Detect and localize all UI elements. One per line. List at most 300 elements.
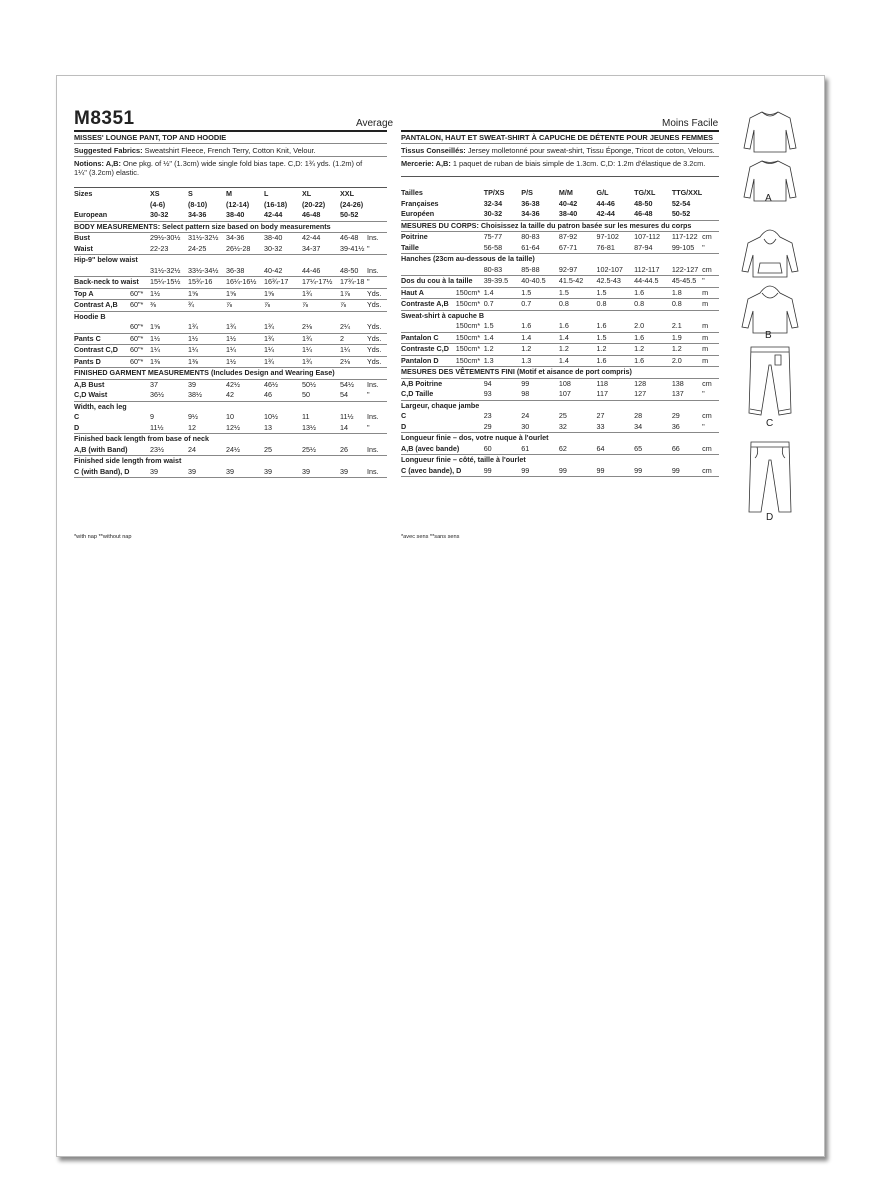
view-a-sketches [740, 108, 800, 203]
view-c-sketch [745, 345, 795, 420]
table-row [401, 220, 719, 232]
cell: 97-102 [596, 232, 619, 241]
table-row [401, 199, 719, 210]
table-row [74, 255, 387, 266]
size-cell: (24-26) [340, 199, 364, 209]
view-a-label: A [765, 193, 772, 204]
cell: 1¾ [188, 322, 226, 333]
nap-footnote-en: *with nap **without nap [74, 534, 132, 540]
row-label: C (avec bande), D [401, 466, 484, 477]
fabric-width: 60"* [130, 356, 150, 368]
row-label: Waist [74, 244, 130, 255]
row-label: A,B Poitrine [401, 378, 443, 388]
table-row [401, 355, 719, 367]
divider [401, 176, 719, 177]
cell: 40-42 [558, 198, 578, 208]
unit: Ins. [367, 233, 379, 242]
cell: 1⅝ [150, 322, 188, 333]
divider [74, 143, 387, 144]
notions-text: One pkg. of ½" (1.3cm) wide single fold bias tape. C,D: 1¾ yds. (1.2m) of 1¼" (3.2cm) elastic. [74, 159, 363, 177]
fabrics-label: Suggested Fabrics: [74, 146, 143, 155]
cell: 34 [634, 422, 672, 433]
notions-line [74, 159, 374, 177]
unit: " [702, 243, 719, 254]
view-d-label: D [766, 512, 774, 523]
cell: 0.8 [559, 299, 597, 311]
cell: 99 [559, 466, 597, 477]
pants-c-icon [745, 345, 795, 420]
row-label: D [74, 423, 130, 434]
cell: 46-48 [302, 210, 340, 221]
cell: 1.2 [521, 344, 559, 356]
divider [401, 143, 719, 144]
cell: 1¾ [264, 322, 302, 333]
cell: 66 [672, 444, 702, 455]
fabrics-line [74, 146, 387, 155]
row-label: C,D Waist [74, 390, 130, 401]
table-row [401, 232, 719, 243]
unit: " [367, 244, 387, 255]
cell: 15¾-16 [188, 277, 226, 289]
table-row [401, 433, 719, 444]
unit: Yds. [367, 333, 387, 345]
unit: Yds. [367, 345, 387, 357]
unit: Yds. [367, 300, 387, 312]
cell: 0.7 [484, 299, 522, 311]
unit: cm [702, 466, 719, 477]
table-row [401, 265, 719, 276]
cell: 1⅝ [226, 288, 264, 300]
cell: 65 [634, 444, 672, 455]
french-title: PANTALON, HAUT ET SWEAT-SHIRT À CAPUCHE DE DÉTENTE POUR JEUNES FEMMES [401, 133, 714, 142]
section-title: MESURES DU CORPS: Choisissez la taille du patron basée sur les mesures du corps [401, 220, 719, 232]
cell: 30 [521, 422, 559, 433]
cell: 1¾ [226, 322, 264, 333]
row-label: C (with Band), D [74, 467, 150, 478]
row-label: A,B Bust [74, 379, 105, 389]
cell: 85-88 [521, 265, 559, 276]
cell: 112-117 [634, 265, 672, 276]
unit: m [702, 355, 719, 367]
row-label: Longueur finie – côté, taille à l'ourlet [401, 455, 526, 464]
fabric-width: 150cm* [456, 355, 484, 367]
cell: 1.4 [484, 332, 522, 344]
table-row [74, 434, 387, 445]
cell: 23 [483, 411, 492, 420]
cell: ⅞ [302, 300, 340, 312]
cell: 39-39.5 [484, 276, 522, 288]
cell: 2.1 [672, 321, 702, 332]
cell: 1¾ [302, 288, 340, 300]
notions-line-fr [401, 159, 719, 168]
row-label: Poitrine [401, 232, 428, 241]
cell: 1⅜ [188, 356, 226, 368]
cell: 80-83 [484, 265, 522, 276]
cell: 1.8 [672, 287, 702, 299]
row-label: Largeur, chaque jambe [401, 400, 480, 410]
row-label: Contrast A,B [74, 300, 130, 312]
unit: m [702, 332, 719, 344]
cell: 1¾ [264, 356, 302, 368]
table-row [74, 390, 387, 401]
cell: 0.8 [597, 299, 635, 311]
unit: " [702, 422, 719, 433]
cell: 17¾-18 [340, 277, 367, 289]
table-row [401, 378, 719, 389]
top-a-front-icon [740, 108, 800, 203]
cell: 17¼-17½ [302, 277, 340, 289]
table-row [401, 344, 719, 356]
cell: 2.0 [672, 355, 702, 367]
hoodie-b-icon [740, 225, 800, 335]
cell: 99 [521, 466, 559, 477]
unit: cm [702, 444, 719, 455]
fabrics-label: Tissus Conseillés: [401, 146, 466, 155]
table-row [74, 456, 387, 467]
row-label: Longueur finie – dos, votre nuque à l'ourlet [401, 433, 549, 442]
cell: 28 [634, 411, 643, 420]
cell: 1.4 [521, 332, 559, 344]
cell: 75-77 [483, 232, 503, 241]
size-cell: XXL [340, 189, 354, 198]
cell: 99 [521, 378, 530, 388]
cell: 1¾ [302, 333, 340, 345]
cell: 60 [484, 444, 522, 455]
table-row [74, 401, 387, 412]
cell: 94 [483, 378, 492, 388]
fabric-width: 150cm* [456, 287, 484, 299]
cell: 26½-28 [226, 244, 264, 255]
cell: ⅞ [340, 300, 367, 312]
pattern-number: M8351 [74, 108, 135, 129]
size-cell: TG/XL [634, 188, 656, 197]
size-cell: G/L [596, 188, 609, 197]
row-label: Back-neck to waist [74, 277, 150, 289]
cell: 39 [302, 467, 340, 478]
cell: 40-42 [264, 266, 302, 277]
cell: 38-40 [559, 209, 597, 220]
cell: 36-38 [226, 266, 264, 277]
cell: 42.5-43 [597, 276, 635, 288]
row-label: Sweat-shirt à capuche B [401, 310, 485, 320]
cell: 14 [340, 423, 367, 434]
cell: 46½ [264, 379, 278, 389]
cell: 32 [559, 422, 597, 433]
cell: 29 [484, 422, 522, 433]
cell: 42½ [226, 379, 240, 389]
divider [74, 130, 387, 132]
row-label: A,B (with Band) [74, 445, 150, 456]
cell: 1¼ [226, 345, 264, 357]
row-label: Haut A [401, 287, 456, 299]
table-row [401, 299, 719, 311]
cell: 1.5 [597, 287, 635, 299]
cell: 39 [188, 379, 196, 389]
row-label: Sizes [74, 189, 93, 198]
unit: " [367, 277, 387, 289]
size-cell: (8-10) [188, 199, 208, 209]
cell: ⅞ [226, 300, 264, 312]
cell: 29½-30½ [150, 233, 181, 242]
row-label: Bust [74, 233, 90, 242]
cell: 54 [340, 390, 367, 401]
cell: 29 [671, 411, 680, 420]
size-cell: XS [150, 189, 160, 198]
size-cell: (16-18) [264, 199, 288, 209]
cell: 0.8 [672, 299, 702, 311]
cell: 40-40.5 [521, 276, 559, 288]
table-row [74, 233, 387, 244]
section-title: BODY MEASUREMENTS: Select pattern size based on body measurements [74, 221, 387, 233]
table-row [401, 321, 719, 332]
table-row [74, 345, 387, 357]
table-row [401, 310, 719, 321]
cell: 16¼-16½ [226, 277, 264, 289]
fabrics-text: Sweatshirt Fleece, French Terry, Cotton Knit, Velour. [142, 146, 316, 155]
cell: 1½ [226, 333, 264, 345]
cell: 87-94 [634, 243, 672, 254]
cell: 42 [226, 390, 264, 401]
cell: 39 [340, 467, 367, 478]
cell: 39 [150, 467, 188, 478]
cell: 1⅞ [340, 288, 367, 300]
cell: ⅞ [264, 300, 302, 312]
notions-label: Notions: A,B: [74, 159, 121, 168]
table-row [401, 332, 719, 344]
cell: 34-36 [188, 210, 226, 221]
cell: 11 [302, 412, 310, 421]
table-row [401, 422, 719, 433]
cell: 56-58 [484, 243, 522, 254]
divider [74, 156, 387, 157]
cell: 38-40 [226, 210, 264, 221]
table-row [401, 389, 719, 400]
cell: 1.4 [559, 355, 597, 367]
table-row [74, 189, 387, 200]
cell: 36½ [150, 390, 188, 401]
cell: 12½ [226, 423, 264, 434]
row-label: C [74, 412, 80, 421]
cell: 2⅛ [340, 356, 367, 368]
fabric-width: 150cm* [456, 344, 484, 356]
cell: 37 [150, 379, 158, 389]
cell: 24 [521, 411, 530, 420]
cell: 23½ [150, 445, 188, 456]
cell: 62 [559, 444, 597, 455]
cell: 25 [558, 411, 567, 420]
unit: cm [702, 411, 712, 420]
row-label: Pants C [74, 333, 130, 345]
cell: 44-46 [302, 266, 340, 277]
cell: 2.0 [634, 321, 672, 332]
table-row [74, 244, 387, 255]
cell: 39 [264, 467, 302, 478]
size-cell: XL [302, 189, 312, 198]
divider [401, 156, 719, 157]
unit: Ins. [367, 467, 387, 478]
cell: 10 [226, 412, 234, 421]
cell: 13½ [302, 423, 340, 434]
cell: 41.5-42 [559, 276, 597, 288]
cell: 46-48 [634, 209, 672, 220]
row-label: Taille [401, 243, 456, 254]
cell: 50-52 [672, 209, 702, 220]
unit: cm [702, 265, 719, 276]
table-row [74, 300, 387, 312]
cell: 48-50 [340, 266, 367, 277]
unit: Ins. [367, 412, 379, 421]
table-row [401, 243, 719, 254]
cell: 127 [634, 389, 672, 400]
unit: " [367, 423, 387, 434]
section-title: MESURES DES VÊTEMENTS FINI (Motif et aisance de port compris) [401, 367, 719, 379]
cell: 117 [597, 389, 635, 400]
cell: 1⅝ [264, 288, 302, 300]
cell: 99 [484, 466, 522, 477]
cell: 1¼ [302, 345, 340, 357]
view-c-label: C [766, 418, 774, 429]
nap-footnote-fr: *avec sens **sans sens [401, 534, 460, 540]
cell: 46 [264, 390, 302, 401]
cell: 1½ [150, 333, 188, 345]
cell: 1⅜ [150, 356, 188, 368]
cell: 30-32 [264, 244, 302, 255]
cell: 25 [264, 445, 302, 456]
cell: 1.6 [634, 287, 672, 299]
size-cell: P/S [521, 188, 533, 197]
row-label: Width, each leg [74, 401, 127, 411]
unit: " [367, 390, 387, 401]
row-label: Pantalon D [401, 355, 456, 367]
cell: 1.5 [597, 332, 635, 344]
table-row [74, 311, 387, 322]
cell: 2⅛ [302, 322, 340, 333]
table-row [74, 200, 387, 211]
difficulty-level-fr: Moins Facile [662, 118, 719, 129]
table-row [401, 444, 719, 455]
table-row [401, 209, 719, 220]
cell: 1.2 [484, 344, 522, 356]
unit: Ins. [367, 445, 387, 456]
fabric-width: 60"* [130, 300, 150, 312]
cell: 99 [634, 466, 672, 477]
cell: 138 [671, 378, 684, 388]
view-d-sketch [745, 440, 795, 515]
fabrics-text: Jersey molletonné pour sweat-shirt, Tissu Éponge, Tricot de coton, Velours. [465, 146, 715, 155]
row-label: Top A [74, 288, 130, 300]
size-cell: M/M [558, 188, 573, 197]
cell: 1.2 [672, 344, 702, 356]
cell: 48-50 [634, 198, 653, 208]
table-row [74, 333, 387, 345]
cell: 1.5 [559, 287, 597, 299]
cell: 1⅝ [188, 288, 226, 300]
cell: 92-97 [559, 265, 597, 276]
cell: 1¾ [264, 333, 302, 345]
cell: 122-127 [672, 265, 702, 276]
cell: 27 [596, 411, 605, 420]
fabric-width: 60"* [130, 322, 150, 333]
view-b-sketches [740, 225, 800, 335]
cell: 117-122 [671, 232, 698, 241]
cell: 36 [672, 422, 702, 433]
cell: 1½ [188, 333, 226, 345]
cell: 1.3 [484, 355, 522, 367]
cell: 24 [188, 445, 226, 456]
cell: 61-64 [521, 243, 559, 254]
table-row [74, 322, 387, 333]
row-label: Européen [401, 209, 456, 220]
cell: 30-32 [150, 210, 188, 221]
cell: 15¼-15½ [150, 277, 188, 289]
cell: 39 [188, 467, 226, 478]
cell: 11½ [340, 412, 354, 421]
cell: 50 [302, 390, 340, 401]
table-row [74, 221, 387, 233]
cell: 67-71 [559, 243, 597, 254]
view-b-label: B [765, 330, 772, 341]
row-label: European [74, 210, 130, 221]
size-cell: (20-22) [302, 199, 326, 209]
fabric-width: 60"* [130, 333, 150, 345]
unit: Ins. [367, 266, 387, 277]
row-label: Tailles [401, 188, 423, 197]
english-title: MISSES' LOUNGE PANT, TOP AND HOODIE [74, 133, 227, 142]
cell: 46-48 [340, 233, 359, 242]
cell: 99 [672, 466, 702, 477]
cell: 80-83 [521, 232, 540, 241]
row-label: Pantalon C [401, 332, 456, 344]
notions-label: Mercerie: A,B: [401, 159, 451, 168]
size-cell: (12-14) [226, 199, 250, 209]
row-label: Françaises [401, 198, 439, 208]
table-row [74, 412, 387, 423]
table-row [74, 356, 387, 368]
cell: 102-107 [597, 265, 635, 276]
fabrics-line-fr [401, 146, 719, 155]
english-size-table [74, 189, 387, 478]
table-row [401, 455, 719, 466]
unit: m [702, 299, 719, 311]
divider [401, 130, 719, 132]
table-row [74, 368, 387, 380]
row-label: Hoodie B [74, 311, 106, 321]
cell: 1.9 [672, 332, 702, 344]
cell: 2 [340, 333, 367, 345]
cell: 33½-34½ [188, 266, 226, 277]
cell: 1.6 [597, 355, 635, 367]
cell: 9 [150, 412, 154, 421]
cell: 1.6 [597, 321, 635, 332]
cell: 99-105 [672, 243, 702, 254]
cell: 108 [558, 378, 571, 388]
cell: 24-25 [188, 244, 226, 255]
fabric-width: 150cm* [456, 299, 484, 311]
unit: Yds. [367, 288, 387, 300]
cell: 34-36 [226, 233, 245, 242]
row-label: Dos du cou à la taille [401, 276, 484, 288]
row-label: A,B (avec bande) [401, 444, 484, 455]
cell: 50½ [302, 379, 316, 389]
table-row [401, 400, 719, 411]
difficulty-level-en: Average [356, 118, 394, 129]
cell: 137 [672, 389, 702, 400]
cell: 1¼ [264, 345, 302, 357]
cell: 1.2 [634, 344, 672, 356]
row-label: D [401, 422, 456, 433]
cell: 12 [188, 423, 226, 434]
size-cell: L [264, 189, 269, 198]
